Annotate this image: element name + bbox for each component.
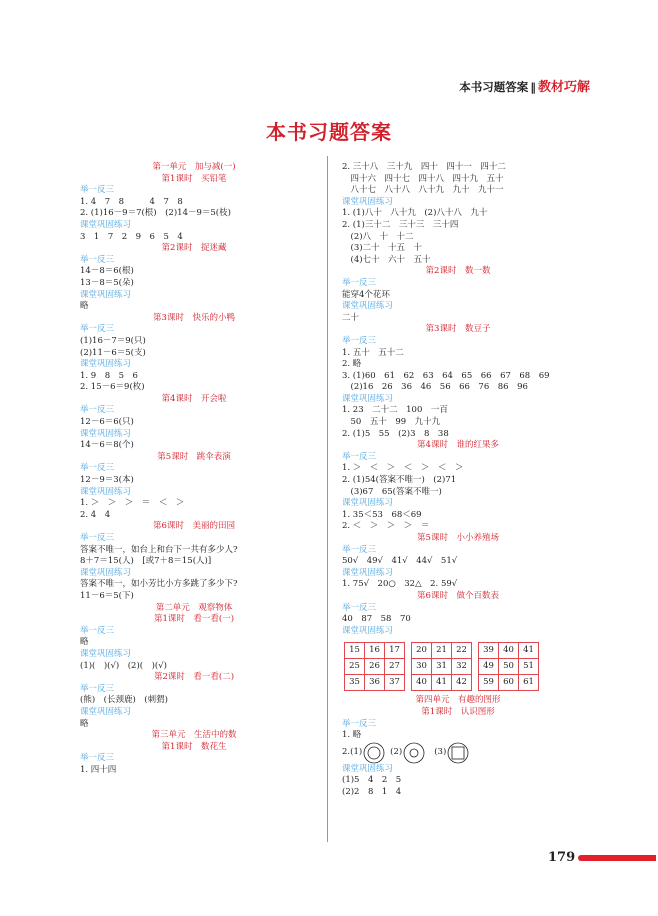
section-heading: 第5课时 跳伞表演 (157, 451, 231, 462)
running-header (459, 76, 590, 95)
section-heading: 第2课时 数一数 (425, 266, 491, 277)
grid-cell: 27 (385, 659, 405, 675)
answer-line: 50 五十 99 九十九 (342, 417, 441, 428)
left-column (80, 162, 308, 776)
grid-cell: 20 (412, 643, 432, 659)
answer-line: (2)11－6＝5(支) (80, 347, 146, 358)
answer-line: 3. (1)60 61 62 63 64 65 66 67 68 69 (342, 370, 550, 381)
subsection-label: 举一反三 (80, 463, 115, 474)
answer-line: 1. 略 (342, 730, 362, 741)
subsection-label: 课堂巩固练习 (80, 359, 132, 370)
section-heading: 第5课时 小小养殖场 (417, 533, 499, 543)
answer-line: 略 (80, 637, 89, 648)
shapes-answer-row (342, 742, 574, 764)
answer-line: 2. (1)三十二 三十三 三十四 (342, 219, 459, 230)
answer-line: 2. 15－6＝9(枚) (80, 382, 145, 393)
subsection-label: 课堂巩固练习 (80, 567, 132, 578)
answer-line: 1. 4 7 8 4 7 8 (80, 196, 183, 207)
answer-line: 答案不唯一，如小芳比小方多跳了多少下? (80, 579, 238, 590)
answer-line: 1. (1)八十 八十九 (2)八十八 九十 (342, 208, 488, 219)
answer-line: 2. (1)16－9＝7(根) (2)14－9＝5(枝) (80, 208, 231, 219)
subsection-label: 举一反三 (342, 335, 377, 346)
section-heading: 第2课时 捉迷藏 (161, 243, 227, 254)
answer-line: 答案不唯一，如台上和台下一共有多少人? (80, 544, 238, 555)
grid-cell: 41 (519, 643, 539, 659)
section-heading: 第4课时 谁的红果多 (417, 440, 499, 451)
grid-cell: 39 (479, 643, 499, 659)
grid-cell: 22 (452, 643, 472, 659)
section-heading: 第3课时 数豆子 (425, 324, 491, 335)
section-heading: 第四单元 有趣的图形 (415, 695, 501, 706)
answer-line: (2)2 8 1 4 (342, 786, 402, 797)
shape-item-label: (2) (390, 746, 403, 757)
section-heading: 第1课时 买铅笔 (161, 173, 227, 184)
answer-line: 略 (80, 301, 89, 312)
answer-line: 1. ＞ ＞ ＞ ＝ ＜ ＞ (80, 498, 185, 509)
answer-line: 2. 4 4 (80, 509, 111, 520)
subsection-label: 课堂巩固练习 (80, 289, 132, 300)
answer-line: (1)( )(√) (2)( )(√) (80, 660, 167, 671)
subsection-label: 举一反三 (80, 405, 115, 416)
section-heading: 第三单元 生活中的数 (151, 730, 237, 741)
answer-line: 13－8＝5(朵) (80, 277, 134, 288)
subsection-label: 课堂巩固练习 (342, 625, 394, 636)
subsection-label: 课堂巩固练习 (80, 219, 132, 230)
subsection-label: 课堂巩固练习 (342, 498, 394, 509)
answer-line: 略 (80, 718, 89, 729)
section-heading: 第1课时 认识图形 (421, 706, 495, 717)
grid-cell: 35 (345, 675, 365, 691)
grid-cell: 30 (412, 659, 432, 675)
answer-line: 二十 (342, 312, 360, 323)
grid-cell: 25 (345, 659, 365, 675)
grid-cell: 16 (365, 643, 385, 659)
right-column-part-b (342, 695, 574, 741)
subsection-label: 举一反三 (80, 185, 115, 196)
subsection-label: 举一反三 (342, 602, 377, 613)
right-column (342, 162, 574, 799)
answer-line: (1)16－7＝9(只) (80, 335, 146, 346)
answer-line: (2)八 十 十二 (342, 231, 414, 242)
answer-line: 2. 略 (342, 359, 362, 370)
grid-cell: 40 (499, 643, 519, 659)
number-grids (344, 642, 574, 691)
subsection-label: 举一反三 (80, 753, 115, 764)
circle-with-square-icon (446, 742, 470, 764)
subsection-label: 举一反三 (80, 533, 115, 543)
right-column-part-a (342, 162, 574, 637)
answer-line: 14－8＝6(根) (80, 266, 134, 277)
section-heading: 第1课时 看一看(一) (153, 614, 235, 625)
answer-line: (3)67 65(答案不唯一) (342, 486, 442, 497)
answer-line: 11－6＝5(下) (80, 590, 134, 601)
grid-cell: 32 (452, 659, 472, 675)
answer-line: (熊) (长颈鹿) (刺猬) (80, 695, 168, 706)
grid-cell: 17 (385, 643, 405, 659)
answer-line: (1)5 4 2 5 (342, 775, 402, 786)
section-heading: 第4课时 开会啦 (161, 393, 227, 404)
answer-line: 1. 75√ 20○ 32△ 2. 59√ (342, 579, 458, 590)
section-heading: 第1课时 数花生 (161, 741, 227, 752)
section-heading: 第6课时 美丽的田园 (153, 521, 235, 532)
subsection-label: 课堂巩固练习 (342, 301, 394, 312)
answer-line: 8＋7＝15(人) [或7＋8＝15(人)] (80, 556, 212, 567)
subsection-label: 课堂巩固练习 (342, 196, 394, 207)
section-heading: 第二单元 观察物体 (155, 602, 233, 613)
subsection-label: 举一反三 (80, 324, 115, 335)
answer-line: 1. 9 8 5 6 (80, 370, 138, 381)
section-heading: 第6课时 做个百数表 (417, 590, 499, 601)
grid-cell: 31 (432, 659, 452, 675)
answer-line: 1. 35＜53 68＜69 (342, 509, 422, 520)
subsection-label: 举一反三 (342, 544, 377, 555)
column-divider (327, 156, 328, 842)
subsection-label: 课堂巩固练习 (80, 486, 132, 497)
subsection-label: 举一反三 (80, 254, 115, 265)
grid-cell: 49 (479, 659, 499, 675)
answer-line: 12－9＝3(本) (80, 475, 134, 486)
right-column-part-c (342, 764, 574, 799)
grid-cell: 51 (519, 659, 539, 675)
grid-cell: 50 (499, 659, 519, 675)
subsection-label: 课堂巩固练习 (342, 567, 394, 578)
header-book-title: 教材巧解 (537, 80, 590, 95)
grid-cell: 59 (479, 675, 499, 691)
answer-line: 2. (1)5 55 (2)3 8 38 (342, 428, 449, 439)
shape-item-label: (3) (434, 746, 447, 757)
number-grid (411, 642, 472, 691)
grid-cell: 42 (452, 675, 472, 691)
subsection-label: 举一反三 (80, 683, 115, 694)
section-heading: 第3课时 快乐的小鸭 (153, 312, 235, 323)
number-grid (478, 642, 539, 691)
section-heading: 第一单元 加与减(一) (152, 162, 236, 172)
page-title: 本书习题答案 (266, 120, 392, 144)
answer-line: 50√ 49√ 41√ 44√ 51√ (342, 556, 458, 567)
answer-line: (4)七十 六十 五十 (342, 254, 431, 265)
answer-line: (3)二十 十五 十 (342, 243, 423, 254)
answer-line: 1. 四十四 (80, 764, 117, 775)
page-number: 179 (548, 850, 576, 865)
grid-cell: 15 (345, 643, 365, 659)
answer-line: (2)16 26 36 46 56 66 76 86 96 (342, 382, 528, 393)
grid-cell: 61 (519, 675, 539, 691)
header-left-text: 本书习题答案 (459, 80, 529, 94)
subsection-label: 课堂巩固练习 (342, 393, 394, 404)
answer-line: 3 1 7 2 9 6 5 4 (80, 231, 183, 242)
subsection-label: 举一反三 (342, 451, 377, 462)
grid-cell: 41 (432, 675, 452, 691)
subsection-label: 举一反三 (342, 277, 377, 288)
answer-line: 2. 三十八 三十九 四十 四十一 四十二 (342, 162, 506, 172)
grid-cell: 26 (365, 659, 385, 675)
subsection-label: 课堂巩固练习 (342, 763, 394, 774)
circle-with-small-circle-icon (402, 742, 426, 764)
header-separator: ‖ (530, 80, 536, 94)
subsection-label: 课堂巩固练习 (80, 648, 132, 659)
subsection-label: 课堂巩固练习 (80, 428, 132, 439)
answer-line: 八十七 八十八 八十九 九十 九十一 (342, 185, 504, 196)
answer-line: 四十六 四十七 四十八 四十九 五十 (342, 173, 504, 184)
answer-line: 14－6＝8(个) (80, 440, 134, 451)
shape-item-label: (1) (350, 746, 363, 757)
answer-line: 2. ＜ ＞ ＞ ＞ ＝ (342, 521, 430, 532)
page-number-bar (578, 855, 656, 861)
answer-line: 1. ＞ ＜ ＞ ＜ ＞ ＜ ＞ (342, 463, 464, 474)
grid-cell: 37 (385, 675, 405, 691)
answer-line: 1. 23 二十二 100 一百 (342, 405, 448, 416)
subsection-label: 举一反三 (342, 718, 377, 729)
answer-line: 40 87 58 70 (342, 614, 411, 625)
number-grid (344, 642, 405, 691)
shapes-label: 2. (342, 746, 351, 757)
section-heading: 第2课时 看一看(二) (153, 672, 235, 683)
subsection-label: 举一反三 (80, 625, 115, 636)
grid-cell: 40 (412, 675, 432, 691)
subsection-label: 课堂巩固练习 (80, 706, 132, 717)
circle-with-circle-icon (362, 742, 386, 764)
answer-line: 1. 五十 五十二 (342, 347, 404, 358)
grid-cell: 36 (365, 675, 385, 691)
answer-line: 12－6＝6(只) (80, 417, 134, 428)
grid-cell: 60 (499, 675, 519, 691)
answer-line: 能穿4个花环 (342, 289, 390, 300)
answer-line: 2. (1)54(答案不唯一) (2)71 (342, 475, 457, 486)
grid-cell: 21 (432, 643, 452, 659)
